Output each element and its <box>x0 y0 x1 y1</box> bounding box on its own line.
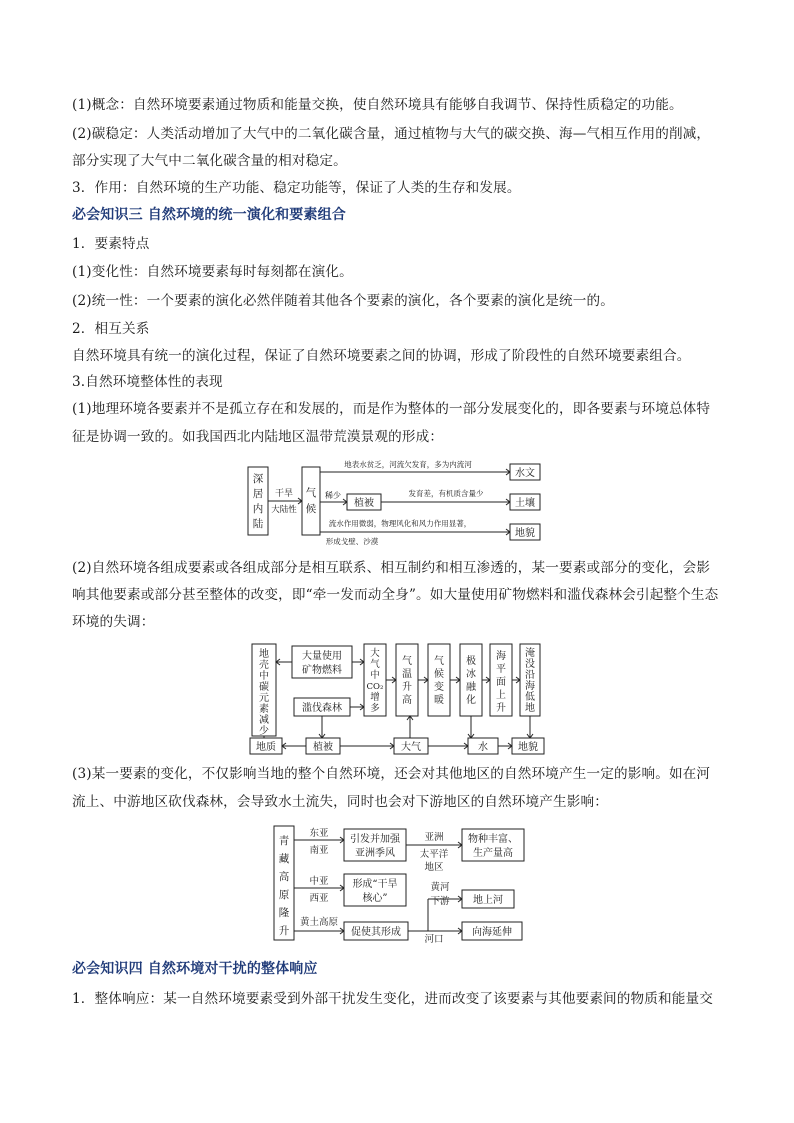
diagram2-sea-char: 平 <box>496 664 506 675</box>
diagram2-sea-char: 升 <box>496 703 506 714</box>
diagram2-ice-char: 化 <box>466 695 476 706</box>
diagram2-warming-char: 气 <box>434 656 444 667</box>
diagram2-atmosphere-box: 大气 <box>401 742 421 753</box>
diagram3-formation-box: 促使其形成 <box>351 927 401 938</box>
paragraph-integrity-2-line2: 响其他要素或部分甚至整体的改变，即“牵一发而动全身”。如大量使用矿物燃料和滥伐森林会引起整个生态 <box>72 587 719 603</box>
diagram2-flood-char: 低 <box>525 692 535 703</box>
diagram2-ice-char: 冰 <box>466 669 476 680</box>
diagram2-ice-char: 融 <box>466 682 476 693</box>
diagram3-plateau-char: 青 <box>278 835 290 847</box>
paragraph-integrity-3-line2: 流上、中游地区砍伐森林，会导致水土流失，同时也会对下游地区的自然环境产生影响： <box>72 794 609 810</box>
diagram1-soil-label: 发育差，有机质含量少 <box>408 489 484 498</box>
diagram2-water-box: 水 <box>478 742 488 753</box>
diagram1-landform-label-1: 流水作用微弱，物理风化和风力作用显著， <box>328 519 472 528</box>
section-heading-3: 必会知识三 自然环境的统一演化和要素组合 <box>72 207 346 223</box>
diagram3-monsoon-2: 亚洲季风 <box>355 848 395 859</box>
diagram2-carbon-char: 素 <box>259 704 269 715</box>
diagram2-geology-box: 地质 <box>256 742 276 753</box>
diagram2-warming-char: 候 <box>434 669 444 680</box>
diagram1-arid-label: 干旱 <box>274 489 294 499</box>
diagram2-co2-char: 大 <box>370 648 380 659</box>
diagram2-co2-char: 中 <box>370 670 380 681</box>
diagram2-sea-char: 面 <box>496 677 506 688</box>
diagram3-east-asia: 东亚 <box>309 828 329 839</box>
diagram3-south-asia: 南亚 <box>309 845 329 856</box>
diagram3-plateau-char: 高 <box>278 871 290 883</box>
subsection-relationship: 2．相互关系 <box>72 321 150 337</box>
diagram3-estuary: 河口 <box>424 934 444 944</box>
paragraph-carbon-line1: (2)碳稳定：人类活动增加了大气中的二氧化碳含量，通过植物与大气的碳交换、海—气相互作用的削减， <box>72 126 711 142</box>
diagram2-temp-char: 高 <box>402 695 412 706</box>
diagram3-plateau-char: 隆 <box>278 907 290 919</box>
diagram2-sea-char: 海 <box>496 651 506 662</box>
diagram1-left-char: 居 <box>252 488 264 500</box>
diagram2-co2-char: 气 <box>370 659 380 670</box>
diagram3-suspended-river-box: 地上河 <box>473 895 503 906</box>
diagram1-climate-char: 候 <box>305 503 317 515</box>
diagram2-carbon-char: 壳 <box>259 660 269 671</box>
diagram3-monsoon-1: 引发并加强 <box>350 834 400 845</box>
diagram3-lower-reach: 下游 <box>430 896 450 907</box>
diagram1-left-char: 内 <box>252 503 264 515</box>
diagram3-west-asia: 西亚 <box>309 893 329 904</box>
diagram3-plateau-char: 原 <box>278 889 290 901</box>
diagram2-co2-char: CO₂ <box>366 682 384 692</box>
paragraph-unity: (2)统一性：一个要素的演化必然伴随着其他各个要素的演化，各个要素的演化是统一的。 <box>72 293 614 309</box>
diagram3-region: 地区 <box>424 862 444 873</box>
diagram2-landform-box: 地貌 <box>518 742 538 753</box>
diagram3-loess-plateau: 黄土高原 <box>299 917 339 928</box>
diagram3-species-2: 生产量高 <box>473 848 513 859</box>
diagram2-carbon-char: 元 <box>259 693 269 704</box>
diagram3-seaward-box: 向海延伸 <box>472 927 512 938</box>
diagram3-plateau-char: 升 <box>278 925 290 937</box>
paragraph-integrity-3-line1: (3)某一要素的变化，不仅影响当地的整个自然环境，还会对其他地区的自然环境产生一定的影响。如在河 <box>72 766 711 782</box>
diagram3-asia: 亚洲 <box>424 832 444 843</box>
diagram1-landform-box: 地貌 <box>515 528 535 539</box>
diagram3-pacific: 太平洋 <box>419 849 449 860</box>
diagram1-left-char: 深 <box>252 473 264 485</box>
diagram2-temp-char: 气 <box>402 656 412 667</box>
paragraph-overall-response: 1．整体响应：某一自然环境要素受到外部干扰发生变化，进而改变了该要素与其他要素间的物质和能量交 <box>72 991 714 1007</box>
diagram2-carbon-char: 减 <box>259 715 269 726</box>
diagram3-central-asia: 中亚 <box>309 876 329 887</box>
diagram2-carbon-char: 少 <box>259 726 269 737</box>
diagram1-left-char: 陆 <box>252 518 264 530</box>
paragraph-relationship: 自然环境具有统一的演化过程，保证了自然环境要素之间的协调，形成了阶段性的自然环境要素组合。 <box>72 348 691 364</box>
paragraph-concept: (1)概念：自然环境要素通过物质和能量交换，使自然环境具有能够自我调节、保持性质稳定的功能。 <box>72 97 683 113</box>
paragraph-carbon-line2: 部分实现了大气中二氧化碳含量的相对稳定。 <box>72 153 347 169</box>
diagram2-warming-char: 变 <box>434 682 444 693</box>
diagram2-carbon-char: 地 <box>259 649 269 660</box>
diagram2-flood-char: 没 <box>525 659 535 670</box>
diagram2-flood-char: 地 <box>525 703 535 714</box>
desert-landscape-diagram <box>240 458 550 548</box>
diagram1-soil-box: 土壤 <box>515 498 535 509</box>
diagram2-flood-char: 沿 <box>525 670 535 681</box>
diagram1-sparse-label: 稀少 <box>325 491 341 500</box>
diagram1-hydrology-label: 地表水贫乏，河流欠发育，多为内流河 <box>344 460 472 469</box>
diagram3-species-1: 物种丰富、 <box>468 834 518 845</box>
diagram2-vegetation-box: 植被 <box>313 742 333 753</box>
ecological-imbalance-diagram <box>246 640 546 758</box>
paragraph-integrity-2-line3: 环境的失调： <box>72 614 155 630</box>
diagram3-arid-core-1: 形成“干旱 <box>352 879 398 890</box>
diagram1-continental-label: 大陆性 <box>271 505 297 515</box>
diagram2-fuel-label-1: 大量使用 <box>302 651 342 662</box>
diagram2-flood-char: 淹 <box>525 648 535 659</box>
diagram2-ice-char: 极 <box>466 656 476 667</box>
paragraph-integrity-2-line1: (2)自然环境各组成要素或各组成部分是相互联系、相互制约和相互渗透的，某一要素或部分的变化，会影 <box>72 560 711 576</box>
section-heading-4: 必会知识四 自然环境对干扰的整体响应 <box>72 961 318 977</box>
diagram2-sea-char: 上 <box>496 690 506 701</box>
paragraph-variability: (1)变化性：自然环境要素每时每刻都在演化。 <box>72 264 353 280</box>
diagram2-carbon-char: 中 <box>259 671 269 682</box>
diagram2-fuel-label-2: 矿物燃料 <box>302 665 342 676</box>
diagram3-yellow-river: 黄河 <box>430 882 450 893</box>
diagram1-hydrology-box: 水文 <box>515 468 535 479</box>
diagram1-vegetation-box: 植被 <box>354 498 374 509</box>
diagram2-flood-char: 海 <box>525 681 535 692</box>
paragraph-integrity-1-line1: (1)地理环境各要素并不是孤立存在和发展的，而是作为整体的一部分发展变化的，即各要素与环境总体特 <box>72 401 711 417</box>
diagram3-arid-core-2: 核心” <box>362 893 388 904</box>
paragraph-integrity-1-line2: 征是协调一致的。如我国西北内陆地区温带荒漠景观的形成： <box>72 429 444 445</box>
diagram2-temp-char: 升 <box>402 682 412 693</box>
subsection-features: 1．要素特点 <box>72 236 150 252</box>
paragraph-function: 3．作用：自然环境的生产功能、稳定功能等，保证了人类的生存和发展。 <box>72 180 521 196</box>
diagram2-co2-char: 多 <box>370 703 380 714</box>
diagram2-forest-box: 滥伐森林 <box>302 703 342 714</box>
diagram3-plateau-char: 藏 <box>278 853 290 865</box>
diagram2-co2-char: 增 <box>370 692 380 703</box>
plateau-uplift-diagram <box>268 822 528 944</box>
diagram2-temp-char: 温 <box>402 669 412 680</box>
diagram1-climate-char: 气 <box>305 487 317 499</box>
diagram1-landform-label-2: 形成戈壁、沙漠 <box>325 537 379 546</box>
diagram2-warming-char: 暖 <box>434 695 444 706</box>
subsection-integrity: 3.自然环境整体性的表现 <box>72 374 223 390</box>
diagram2-carbon-char: 碳 <box>259 682 269 693</box>
